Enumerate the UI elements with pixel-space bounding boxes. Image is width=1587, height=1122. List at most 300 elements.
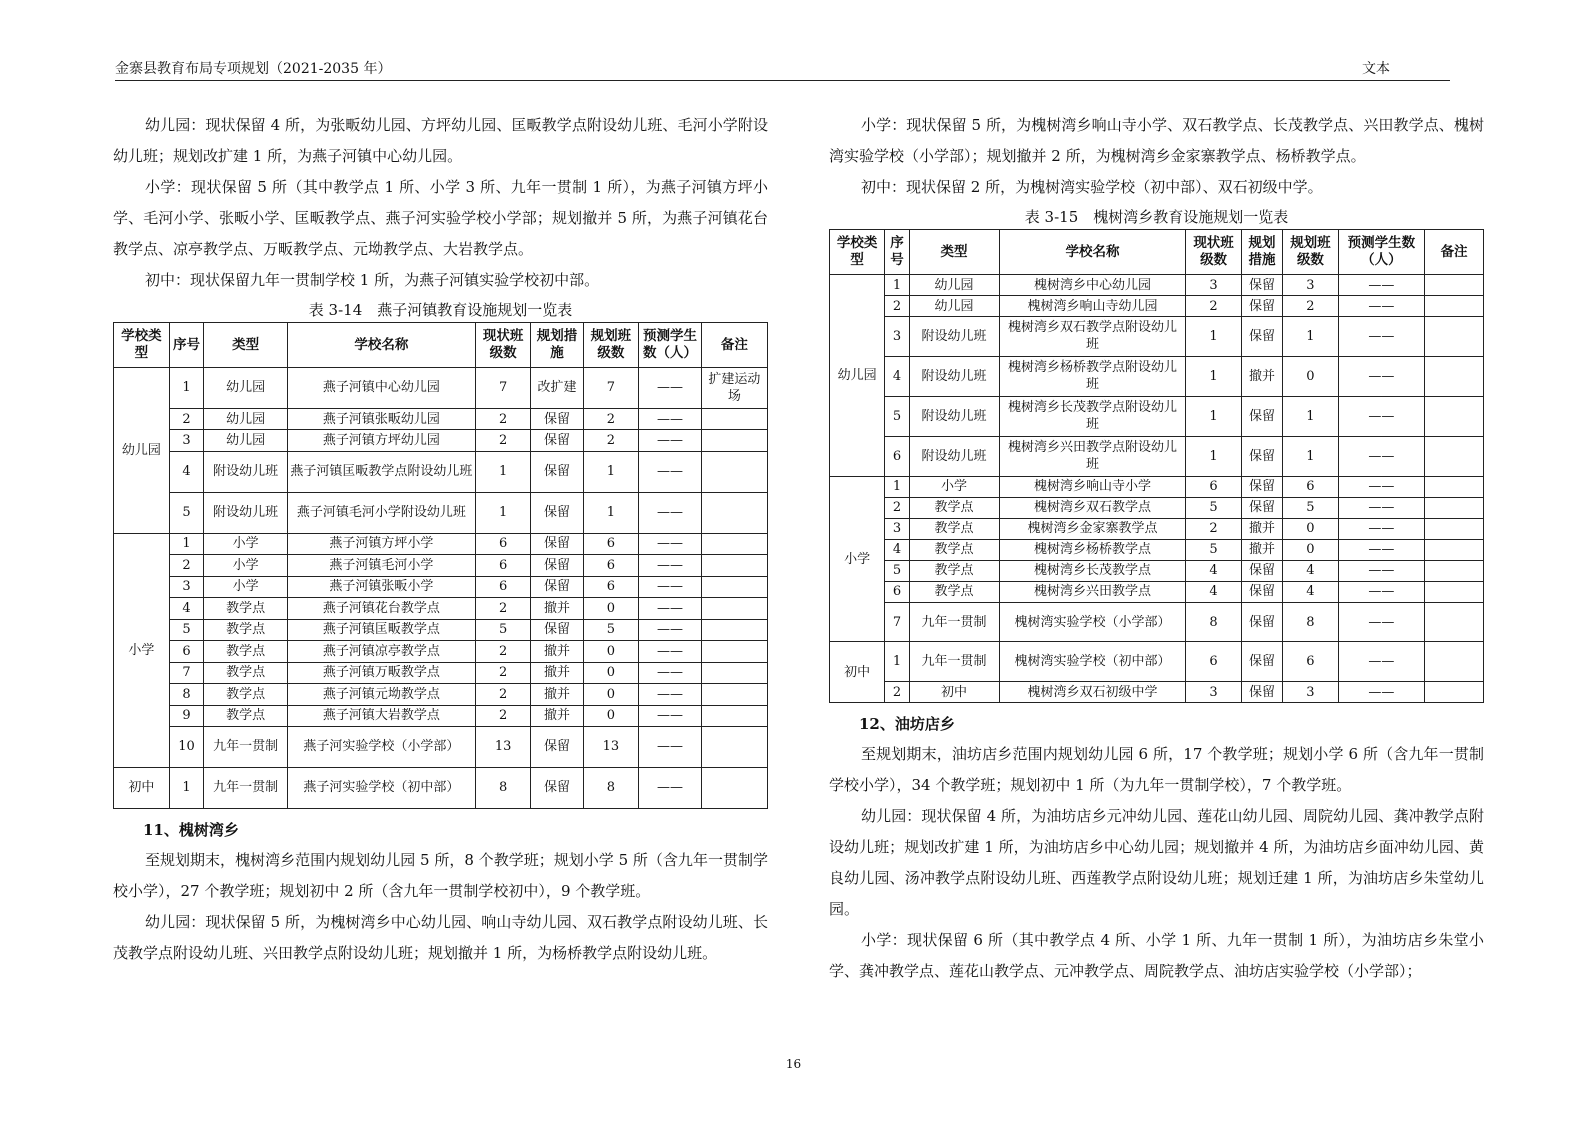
table-header-row (114, 323, 768, 368)
paragraph: 幼儿园：现状保留 5 所，为槐树湾乡中心幼儿园、响山寺幼儿园、双石教学点附设幼儿班、长茂教学点附设幼儿班、兴田教学点附设幼儿班；规划撤并 1 所，为杨桥教学点附设幼儿班。 (113, 912, 768, 962)
table-row (830, 682, 1484, 703)
table-cell: 2 (475, 662, 531, 684)
table-cell: 保留 (1241, 642, 1283, 682)
table-row (830, 581, 1484, 602)
table-cell: 3 (169, 430, 204, 452)
table-cell: 5 (169, 619, 204, 641)
column-header: 学校名称 (287, 323, 475, 368)
table-cell (701, 619, 767, 641)
table-row (830, 518, 1484, 539)
column-header: 序号 (885, 230, 909, 275)
paragraph: 小学：现状保留 5 所（其中教学点 1 所、小学 3 所、九年一贯制 1 所），为燕子河镇方坪小学、毛河小学、张畈小学、匡畈教学点、燕子河实验学校小学部；规划撤并 5 所，为燕子河镇花台教学点、凉亭教学点、万畈教学点、元坳教学点、大岩教学点。 (113, 178, 768, 258)
header-label: 文本 (1362, 61, 1390, 77)
table-row (830, 497, 1484, 518)
table-cell: 幼儿园 (909, 296, 999, 317)
table-cell: 幼儿园 (204, 368, 287, 409)
table-cell: 2 (475, 684, 531, 706)
table-cell: 保留 (531, 576, 583, 598)
table-cell: 5 (1186, 539, 1241, 560)
table-row (830, 539, 1484, 560)
table-cell: 槐树湾乡双石教学点附设幼儿班 (999, 317, 1186, 357)
table-cell: 撤并 (1241, 356, 1283, 396)
table-row (830, 560, 1484, 581)
table-cell: —— (1338, 476, 1425, 497)
table-cell: 教学点 (204, 598, 287, 620)
table-cell: 6 (1186, 476, 1241, 497)
facility-table-3-14 (113, 322, 768, 809)
table-cell: 幼儿园 (204, 430, 287, 452)
table-row (830, 356, 1484, 396)
paragraph: 幼儿园：现状保留 4 所，为油坊店乡元冲幼儿园、莲花山幼儿园、周院幼儿园、龚冲教学点附设幼儿班；规划改扩建 1 所，为油坊店乡中心幼儿园；规划撤并 4 所，为油坊店乡面冲幼儿园、黄良幼儿园、汤冲教学点附设幼儿班、西莲教学点附设幼儿班；规划迁建 1 所，为油坊店乡朱堂幼儿园。 (829, 807, 1484, 919)
table-cell (701, 598, 767, 620)
table-cell: —— (639, 555, 702, 577)
table-cell (701, 451, 767, 492)
table-cell: 3 (1186, 275, 1241, 296)
table-cell: 5 (1186, 497, 1241, 518)
table-cell (1425, 602, 1484, 642)
table-cell: 6 (583, 576, 639, 598)
table-cell: 教学点 (204, 662, 287, 684)
table-cell (701, 767, 767, 808)
table-cell: 3 (1283, 682, 1338, 703)
table-cell: 燕子河镇元坳教学点 (287, 684, 475, 706)
table-row (114, 492, 768, 533)
table-cell: 5 (1283, 497, 1338, 518)
table-row (114, 555, 768, 577)
table-cell: 6 (1186, 642, 1241, 682)
table-cell: 6 (475, 533, 531, 555)
table-cell: 6 (475, 555, 531, 577)
table-cell: 燕子河实验学校（初中部） (287, 767, 475, 808)
paragraph: 至规划期末，油坊店乡范围内规划幼儿园 6 所，17 个教学班；规划小学 6 所（含九年一贯制学校小学），34 个教学班；规划初中 1 所（为九年一贯制学校），7 个教学班。 (829, 745, 1484, 795)
table-cell: 教学点 (204, 641, 287, 663)
section-title: 11、槐树湾乡 (143, 820, 239, 839)
page-header (115, 56, 1450, 81)
table-cell: 保留 (531, 430, 583, 452)
table-row (114, 662, 768, 684)
table-cell: 13 (583, 727, 639, 768)
table-cell: 保留 (1241, 602, 1283, 642)
table-cell: 2 (885, 296, 909, 317)
table-cell: 撤并 (531, 684, 583, 706)
table-cell: 2 (1186, 518, 1241, 539)
table-cell: 保留 (1241, 436, 1283, 476)
table-cell: —— (639, 598, 702, 620)
table-cell: 2 (885, 682, 909, 703)
table-cell: 1 (1186, 436, 1241, 476)
table-cell: 小学 (204, 533, 287, 555)
table-cell (701, 576, 767, 598)
school-category-cell: 小学 (830, 476, 885, 642)
table-cell: 撤并 (1241, 539, 1283, 560)
table-cell: 槐树湾乡长茂教学点 (999, 560, 1186, 581)
table-cell: 7 (583, 368, 639, 409)
column-header: 备注 (701, 323, 767, 368)
table-cell: 2 (583, 408, 639, 430)
table-row (114, 368, 768, 409)
table-cell: 槐树湾乡兴田教学点 (999, 581, 1186, 602)
school-category-cell: 幼儿园 (114, 368, 170, 534)
table-cell: —— (639, 705, 702, 727)
table-cell: 8 (1186, 602, 1241, 642)
table-cell: 1 (1283, 436, 1338, 476)
table-cell: 槐树湾乡杨桥教学点 (999, 539, 1186, 560)
table-cell (1425, 518, 1484, 539)
table-cell: —— (1338, 296, 1425, 317)
table-cell: 撤并 (1241, 518, 1283, 539)
table-cell: 6 (1283, 642, 1338, 682)
table-cell: 0 (1283, 356, 1338, 396)
table-row (114, 684, 768, 706)
table-cell: 7 (475, 368, 531, 409)
table-cell: 槐树湾乡响山寺幼儿园 (999, 296, 1186, 317)
table-cell: 2 (169, 555, 204, 577)
table-cell: —— (1338, 518, 1425, 539)
table-cell: 13 (475, 727, 531, 768)
table-cell: 教学点 (909, 560, 999, 581)
table-cell: —— (639, 767, 702, 808)
table-cell: 6 (1283, 476, 1338, 497)
table-cell: 2 (1186, 296, 1241, 317)
table-cell: —— (1338, 275, 1425, 296)
table-row (114, 408, 768, 430)
table-cell: 6 (583, 533, 639, 555)
table-cell: —— (1338, 581, 1425, 602)
section-title: 12、油坊店乡 (859, 715, 955, 734)
table-cell: —— (639, 619, 702, 641)
table-cell: 1 (475, 492, 531, 533)
table-cell (701, 641, 767, 663)
table-cell (1425, 642, 1484, 682)
table-cell: 小学 (909, 476, 999, 497)
table-cell (1425, 396, 1484, 436)
table-cell: 1 (1186, 396, 1241, 436)
table-cell: 0 (583, 684, 639, 706)
table-cell: 槐树湾乡中心幼儿园 (999, 275, 1186, 296)
paragraph: 小学：现状保留 6 所（其中教学点 4 所、小学 1 所、九年一贯制 1 所），为油坊店乡朱堂小学、龚冲教学点、莲花山教学点、元冲教学点、周院教学点、油坊店实验学校（小学部）； (829, 931, 1484, 981)
table-cell: 槐树湾乡金家寨教学点 (999, 518, 1186, 539)
table-cell (701, 727, 767, 768)
table-cell: 2 (1283, 296, 1338, 317)
table-cell: 1 (169, 767, 204, 808)
left-column (113, 110, 768, 969)
table-cell: —— (1338, 356, 1425, 396)
paragraph: 初中：现状保留 2 所，为槐树湾实验学校（初中部）、双石初级中学。 (861, 178, 1323, 196)
header-title: 金寨县教育布局专项规划（2021-2035 年） (115, 61, 392, 77)
table-cell: 3 (1186, 682, 1241, 703)
table-cell: —— (639, 451, 702, 492)
table-cell (1425, 476, 1484, 497)
table-row (114, 451, 768, 492)
table-cell: 燕子河镇匡畈教学点 (287, 619, 475, 641)
school-category-cell: 初中 (114, 767, 170, 808)
table-cell: 4 (1283, 560, 1338, 581)
table-cell (1425, 356, 1484, 396)
table-cell: 燕子河镇花台教学点 (287, 598, 475, 620)
column-header: 类型 (909, 230, 999, 275)
table-cell: 保留 (1241, 682, 1283, 703)
table-cell: 1 (885, 275, 909, 296)
table-cell: 2 (475, 641, 531, 663)
table-cell (701, 705, 767, 727)
table-cell (1425, 682, 1484, 703)
table-cell: 8 (475, 767, 531, 808)
table-cell: 槐树湾乡杨桥教学点附设幼儿班 (999, 356, 1186, 396)
table-cell: 2 (475, 705, 531, 727)
column-header: 类型 (204, 323, 287, 368)
paragraph: 幼儿园：现状保留 4 所，为张畈幼儿园、方坪幼儿园、匡畈教学点附设幼儿班、毛河小学附设幼儿班；规划改扩建 1 所，为燕子河镇中心幼儿园。 (113, 116, 768, 165)
table-cell: 1 (583, 451, 639, 492)
table-cell: —— (639, 641, 702, 663)
table-cell: 槐树湾实验学校（初中部） (999, 642, 1186, 682)
column-header: 规划措施 (531, 323, 583, 368)
table-cell: —— (1338, 317, 1425, 357)
table-cell: 槐树湾乡双石教学点 (999, 497, 1186, 518)
table-cell: 教学点 (909, 539, 999, 560)
table-cell: 1 (169, 533, 204, 555)
table-cell: 小学 (204, 555, 287, 577)
table-cell: 1 (475, 451, 531, 492)
column-header: 规划措施 (1241, 230, 1283, 275)
school-category-cell: 初中 (830, 642, 885, 703)
table-cell: 2 (583, 430, 639, 452)
table-cell: 6 (169, 641, 204, 663)
table-cell: 保留 (1241, 275, 1283, 296)
table-cell: 保留 (1241, 560, 1283, 581)
table-cell: 保留 (531, 492, 583, 533)
column-header: 现状班级数 (1186, 230, 1241, 275)
table-cell: 小学 (204, 576, 287, 598)
table-cell: 4 (1186, 581, 1241, 602)
column-header: 备注 (1425, 230, 1484, 275)
table-cell (1425, 436, 1484, 476)
table-cell: 教学点 (204, 705, 287, 727)
table-cell: 1 (885, 476, 909, 497)
table-cell: 保留 (1241, 296, 1283, 317)
table-cell: 1 (1283, 396, 1338, 436)
table-cell: 保留 (1241, 497, 1283, 518)
table-cell: 燕子河镇方坪小学 (287, 533, 475, 555)
table-row (114, 705, 768, 727)
table-cell: 4 (1283, 581, 1338, 602)
table-row (830, 275, 1484, 296)
table-row (114, 641, 768, 663)
table-cell: 4 (885, 356, 909, 396)
table-cell (701, 684, 767, 706)
table-cell: —— (639, 662, 702, 684)
table-cell (701, 408, 767, 430)
table-cell: —— (1338, 396, 1425, 436)
table-row (114, 598, 768, 620)
table-cell: 幼儿园 (204, 408, 287, 430)
table-cell: 九年一贯制 (204, 767, 287, 808)
table-cell: 改扩建 (531, 368, 583, 409)
school-category-cell: 幼儿园 (830, 275, 885, 477)
table-cell: 3 (169, 576, 204, 598)
table-header-row (830, 230, 1484, 275)
column-header: 规划班级数 (583, 323, 639, 368)
table-cell: 3 (1283, 275, 1338, 296)
table-cell: 保留 (531, 727, 583, 768)
table-cell: —— (1338, 560, 1425, 581)
table-cell: 8 (1283, 602, 1338, 642)
table-cell: 燕子河镇张畈幼儿园 (287, 408, 475, 430)
table-cell: 槐树湾乡响山寺小学 (999, 476, 1186, 497)
column-header: 规划班级数 (1283, 230, 1338, 275)
table-cell: 7 (885, 602, 909, 642)
table-cell: 燕子河镇万畈教学点 (287, 662, 475, 684)
table-cell: 1 (1283, 317, 1338, 357)
column-header: 学校名称 (999, 230, 1186, 275)
table-cell: 1 (1186, 356, 1241, 396)
table-cell: 1 (169, 368, 204, 409)
table-cell (701, 430, 767, 452)
table-cell: 九年一贯制 (204, 727, 287, 768)
table-cell: 5 (885, 396, 909, 436)
table-cell: 5 (169, 492, 204, 533)
table-row (114, 767, 768, 808)
table-cell: 2 (475, 430, 531, 452)
table-cell: 初中 (909, 682, 999, 703)
table-cell: 4 (169, 598, 204, 620)
table-cell: 0 (583, 641, 639, 663)
table-cell: 6 (885, 436, 909, 476)
table-cell: 2 (169, 408, 204, 430)
table-cell: 4 (1186, 560, 1241, 581)
table-cell (1425, 296, 1484, 317)
page-number: 16 (785, 1057, 802, 1071)
table-cell: 7 (169, 662, 204, 684)
table-cell: 燕子河镇方坪幼儿园 (287, 430, 475, 452)
table-cell (1425, 581, 1484, 602)
table-cell: 附设幼儿班 (204, 492, 287, 533)
table-row (114, 430, 768, 452)
table-cell: 教学点 (909, 581, 999, 602)
table-cell: 10 (169, 727, 204, 768)
table-cell: 附设幼儿班 (204, 451, 287, 492)
table-cell: 扩建运动场 (701, 368, 767, 409)
table-cell: 3 (885, 317, 909, 357)
column-header: 序号 (169, 323, 204, 368)
table-cell: 教学点 (204, 619, 287, 641)
table-cell: 九年一贯制 (909, 602, 999, 642)
facility-table-3-15 (829, 229, 1484, 703)
table-cell: 附设幼儿班 (909, 317, 999, 357)
table-row (114, 619, 768, 641)
table-cell: 8 (583, 767, 639, 808)
table-cell: 4 (169, 451, 204, 492)
table-cell: 附设幼儿班 (909, 436, 999, 476)
column-header: 学校类型 (830, 230, 885, 275)
table-cell: —— (639, 727, 702, 768)
table-cell (1425, 317, 1484, 357)
table-caption: 表 3-15 槐树湾乡教育设施规划一览表 (1024, 208, 1289, 226)
table-cell: 燕子河实验学校（小学部） (287, 727, 475, 768)
table-caption: 表 3-14 燕子河镇教育设施规划一览表 (308, 301, 573, 319)
table-row (830, 476, 1484, 497)
table-cell (1425, 275, 1484, 296)
table-cell: 九年一贯制 (909, 642, 999, 682)
table-cell: 0 (1283, 539, 1338, 560)
table-cell: 保留 (531, 619, 583, 641)
table-row (830, 642, 1484, 682)
table-cell: 4 (885, 539, 909, 560)
table-cell: 0 (583, 662, 639, 684)
table-cell (701, 662, 767, 684)
table-cell: 保留 (531, 555, 583, 577)
table-cell: 9 (169, 705, 204, 727)
table-cell: 0 (1283, 518, 1338, 539)
left-paragraphs-top (113, 110, 768, 296)
table-cell: 保留 (531, 533, 583, 555)
table-cell: —— (639, 368, 702, 409)
table-cell: 0 (583, 705, 639, 727)
table-row (114, 576, 768, 598)
table-cell: —— (1338, 682, 1425, 703)
table-cell: 保留 (531, 767, 583, 808)
table-cell: 2 (475, 598, 531, 620)
table-cell: —— (639, 576, 702, 598)
table-cell (701, 533, 767, 555)
table-cell: 燕子河镇张畈小学 (287, 576, 475, 598)
table-cell: 撤并 (531, 705, 583, 727)
table-cell (1425, 539, 1484, 560)
table-cell: 燕子河镇凉亭教学点 (287, 641, 475, 663)
table-cell: 槐树湾乡双石初级中学 (999, 682, 1186, 703)
table-cell: —— (639, 430, 702, 452)
table-cell: 幼儿园 (909, 275, 999, 296)
table-row (114, 533, 768, 555)
table-cell: —— (1338, 436, 1425, 476)
table-cell: 燕子河镇中心幼儿园 (287, 368, 475, 409)
table-cell: 附设幼儿班 (909, 396, 999, 436)
table-cell (701, 492, 767, 533)
table-cell: 教学点 (204, 684, 287, 706)
table-cell: 0 (583, 598, 639, 620)
table-cell: 保留 (1241, 476, 1283, 497)
table-cell: 5 (583, 619, 639, 641)
table-cell: —— (639, 492, 702, 533)
table-cell: 5 (475, 619, 531, 641)
table-row (114, 727, 768, 768)
table-cell: 保留 (531, 408, 583, 430)
column-header: 现状班级数 (475, 323, 531, 368)
table-cell: 教学点 (909, 518, 999, 539)
column-header: 预测学生数（人） (1338, 230, 1425, 275)
column-header: 预测学生数（人） (639, 323, 702, 368)
table-cell (701, 555, 767, 577)
table-cell: 燕子河镇大岩教学点 (287, 705, 475, 727)
table-cell: 燕子河镇毛河小学 (287, 555, 475, 577)
table-cell: —— (639, 408, 702, 430)
paragraph: 小学：现状保留 5 所，为槐树湾乡响山寺小学、双石教学点、长茂教学点、兴田教学点、槐树湾实验学校（小学部）；规划撤并 2 所，为槐树湾乡金家寨教学点、杨桥教学点。 (829, 116, 1484, 165)
table-row (830, 317, 1484, 357)
table-cell: —— (639, 684, 702, 706)
table-cell: 保留 (531, 451, 583, 492)
table-cell: 6 (583, 555, 639, 577)
table-cell: —— (1338, 539, 1425, 560)
table-cell: 5 (885, 560, 909, 581)
table-cell: 1 (1186, 317, 1241, 357)
table-cell (1425, 560, 1484, 581)
table-cell: 保留 (1241, 317, 1283, 357)
table-cell: 6 (475, 576, 531, 598)
table-cell (1425, 497, 1484, 518)
table-row (830, 296, 1484, 317)
table-cell: —— (1338, 497, 1425, 518)
table-cell: 燕子河镇匡畈教学点附设幼儿班 (287, 451, 475, 492)
table-cell: —— (639, 533, 702, 555)
